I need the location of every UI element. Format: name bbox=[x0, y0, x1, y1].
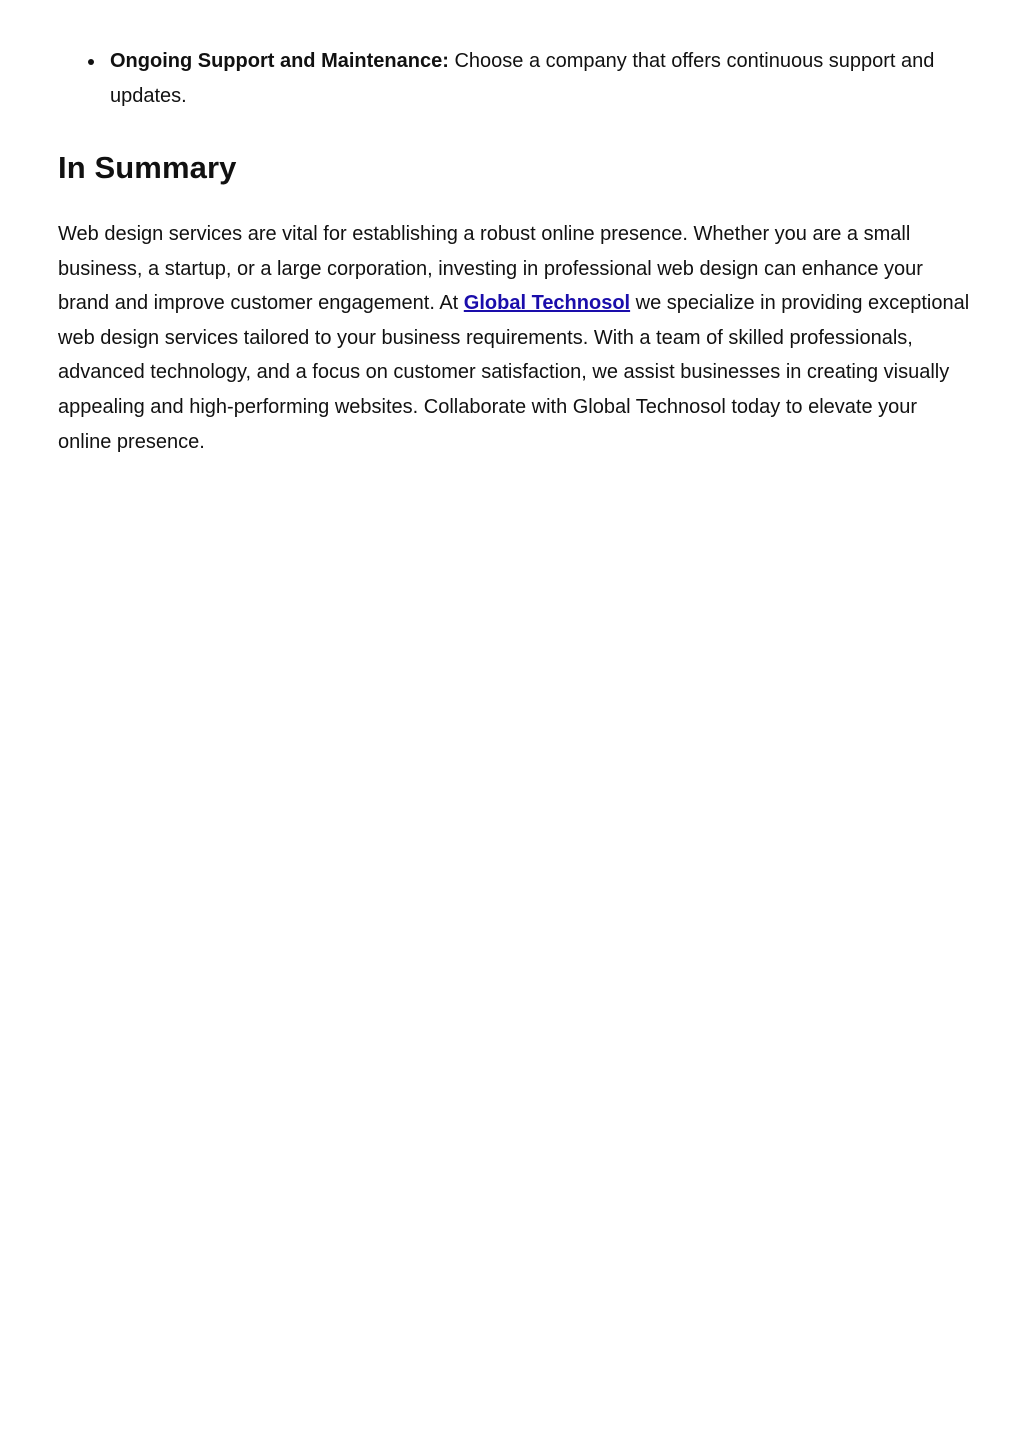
list-item-text: Choose a company that offers continuous support and updates. bbox=[110, 50, 935, 107]
list-item-term: Ongoing Support and Maintenance: bbox=[110, 50, 449, 72]
feature-list bbox=[58, 44, 970, 114]
paragraph-text-before-link: Web design services are vital for establishing a robust online presence. Whether you are a small business, a startup, or a large corporation, investing in professional web design can enhance your brand and improve customer engagement. At bbox=[58, 223, 923, 315]
section-heading: In Summary bbox=[58, 150, 237, 185]
list-item bbox=[58, 44, 970, 114]
bullet-icon bbox=[88, 59, 94, 65]
paragraph-text-after-link: we specialize in providing exceptional web design services tailored to your business requirements. With a team of skilled professionals, advanced technology, and a focus on customer satisfaction, we assist businesses in creating visually appealing and high-performing websites. Collaborate with Global Technosol today to elevate your online presence. bbox=[58, 292, 970, 453]
global-technosol-link[interactable]: Global Technosol bbox=[463, 292, 631, 315]
summary-paragraph bbox=[58, 217, 970, 459]
document-page bbox=[58, 44, 970, 459]
